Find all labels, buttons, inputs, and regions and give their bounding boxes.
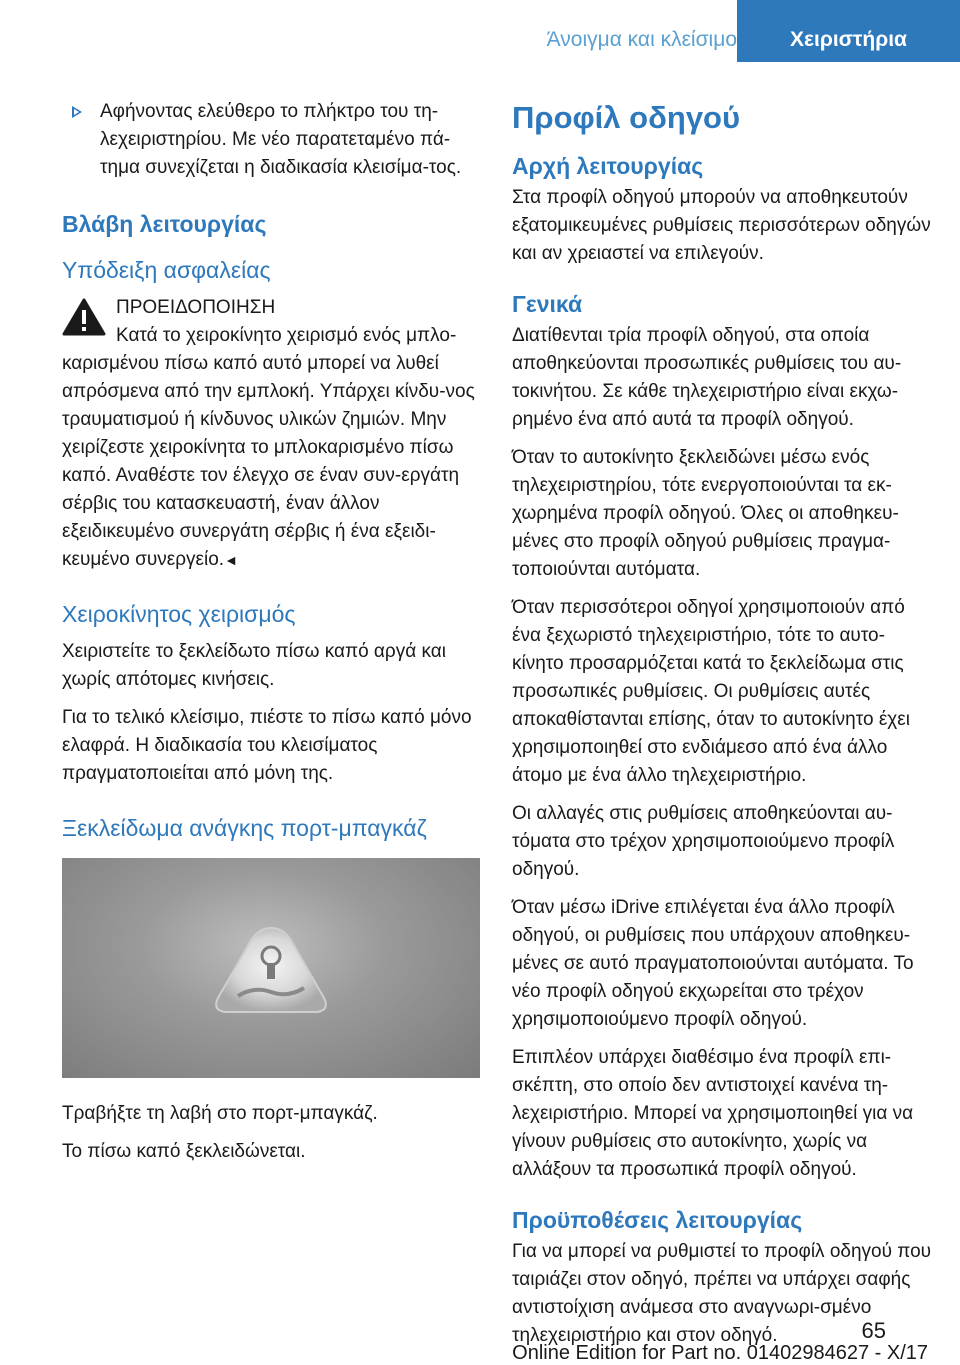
warning-triangle-icon [62,298,106,336]
safety-heading: Υπόδειξη ασφαλείας [62,257,271,283]
general-paragraph-1: Διατίθενται τρία προφίλ οδηγού, στα οποία αποθηκεύονται προσωπικές ρυθμίσεις του αυ-τοκινήτου. Σε κάθε τηλεχειριστήριο είναι εκχω-ρημένο ένα από αυτά τα προφίλ οδηγού. [512,325,902,430]
end-mark: ◄ [224,552,238,568]
page-footer [0,1318,960,1362]
prerequisites-text: Για να μπορεί να ρυθμιστεί το προφίλ οδηγού που ταιριάζει στον οδηγό, πρέπει να υπάρχει σαφής αντιστοίχιση ανάμεσα στο αναγνωρι-σμένο τηλεχειριστήριο και στον οδηγό. [512,1241,932,1346]
page-number: 65 [861,1318,886,1343]
edition-note: Online Edition for Part no. 01402984627 - X/17 [512,1342,928,1364]
driver-profile-title: Προφίλ οδηγού [512,100,741,135]
emergency-release-heading: Ξεκλείδωμα ανάγκης πορτ-μπαγκάζ [62,815,427,841]
step-item [62,98,480,182]
principle-heading: Αρχή λειτουργίας [512,153,704,179]
prerequisites-heading: Προϋποθέσεις λειτουργίας [512,1207,803,1233]
general-paragraph-6: Επιπλέον υπάρχει διαθέσιμο ένα προφίλ επι-σκέπτη, στο οποίο δεν αντιστοιχεί κανένα τη-λεχειριστήριο. Μπορεί να χρησιμοποιηθεί για να γίνουν ρυθμίσεις στο αυτοκίνητο, χωρίς να αλλάξουν τα προσωπικά προφίλ οδηγού. [512,1047,914,1180]
general-paragraph-5: Όταν μέσω iDrive επιλέγεται ένα άλλο προφίλ οδηγού, οι ρυθμίσεις που υπάρχουν αποθηκευ-μένες σε αυτό πραγματοποιούνται αυτόματα. Το νέο προφίλ οδηγού εκχωρείται στο τρέχον χρησιμοποιούμενο προφίλ οδηγού. [512,897,914,1030]
warning-body: Κατά το χειροκίνητο χειρισμό ενός μπλο-καρισμένου πίσω καπό αυτό μπορεί να λυθεί απρόσμενα από την εμπλοκή. Υπάρχει κίνδυ-νος τραυματισμού ή κίνδυνος υλικών ζημιών. Μην χειρίζεστε χειροκίνητα το μπλοκαρισμένο πίσω καπό. Αναθέστε τον έλεγχο σε έναν συν-εργάτη σέρβις του κατασκευαστή, έναν άλλον εξειδικευμένο συνεργάτη σέρβις ή ένα εξειδι-κευμένο συνεργείο. [62,325,475,570]
general-paragraph-4: Οι αλλαγές στις ρυθμίσεις αποθηκεύονται αυ-τόματα στο τρέχον χρησιμοποιούμενο προφίλ οδηγού. [512,803,895,880]
manual-paragraph-2: Για το τελικό κλείσιμο, πιέστε το πίσω καπό μόνο ελαφρά. Η διαδικασία του κλεισίματος πραγματοποιείται από μόνη της. [62,707,472,784]
warning-text [62,322,480,574]
page-header [0,0,960,62]
manual-paragraph-1: Χειριστείτε το ξεκλείδωτο πίσω καπό αργά και χωρίς απότομες κινήσεις. [62,641,446,690]
header-section-title: Άνοιγμα και κλείσιμο [546,28,737,51]
general-heading: Γενικά [512,291,583,317]
step-triangle-icon [72,106,82,118]
warning-label: ΠΡΟΕΙΔΟΠΟΙΗΣΗ [116,297,276,318]
general-paragraph-3: Όταν περισσότεροι οδηγοί χρησιμοποιούν από ένα ξεχωριστό τηλεχειριστήριο, τότε το αυτο-κίνητο προσαρμόζεται κατά το ξεκλείδωμα στις προσωπικές ρυθμίσεις. Οι ρυθμίσεις αυτές αποκαθίστανται επίσης, όταν το αυτοκίνητο έχει χρησιμοποιηθεί στο ενδιάμεσο από ένα άλλο άτομο με ένα άλλο τηλεχειριστήριο. [512,597,910,786]
manual-operation-heading: Χειροκίνητος χειρισμός [62,601,296,627]
warning-block [62,294,480,574]
header-chapter-tab: Χειριστήρια [737,0,960,62]
emergency-paragraph-2: Το πίσω καπό ξεκλειδώνεται. [62,1141,306,1162]
trunk-release-handle-icon [62,858,480,1078]
principle-text: Στα προφίλ οδηγού μπορούν να αποθηκευτούν εξατομικευμένες ρυθμίσεις περισσότερων οδηγών και αν χρειαστεί να επιλεγούν. [512,187,931,264]
malfunction-heading: Βλάβη λειτουργίας [62,211,267,237]
right-column [512,98,932,1360]
left-column [62,98,480,1176]
emergency-paragraph-1: Τραβήξτε τη λαβή στο πορτ-μπαγκάζ. [62,1103,378,1124]
trunk-release-photo [62,858,480,1078]
general-paragraph-2: Όταν το αυτοκίνητο ξεκλειδώνει μέσω ενός τηλεχειριστηρίου, τότε ενεργοποιούνται τα εκ-χωρημένα προφίλ οδηγού. Όλες οι αποθηκευ-μένες στο προφίλ οδηγού ρυθμίσεις πραγμα-τοποιούνται αυτόματα. [512,447,899,580]
step-text: Αφήνοντας ελεύθερο το πλήκτρο του τη-λεχειριστηρίου. Με νέο παρατεταμένο πά-τημα συνεχίζεται η διαδικασία κλεισίμα-τος. [100,101,462,178]
